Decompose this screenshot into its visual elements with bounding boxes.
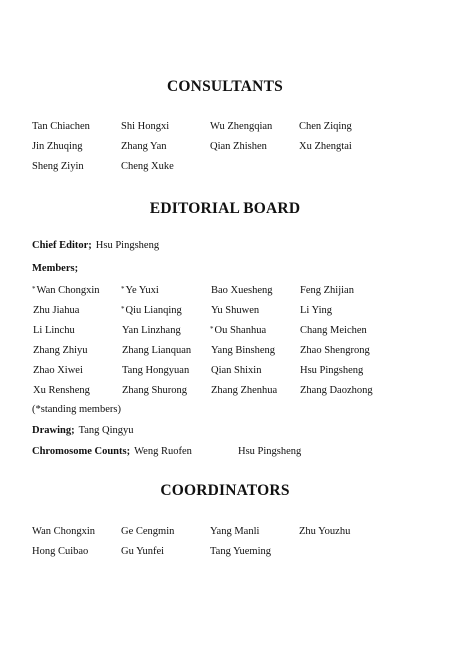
member-name: *Wan Chongxin xyxy=(32,285,100,296)
separator: ; xyxy=(126,446,131,457)
standing-members-note: (*standing members) xyxy=(32,404,121,415)
members-label: Members xyxy=(32,263,75,274)
coordinator-name: Wan Chongxin xyxy=(32,526,96,537)
member-name: *Ou Shanhua xyxy=(210,325,267,336)
consultant-name: Qian Zhishen xyxy=(210,141,267,152)
consultant-name: Zhang Yan xyxy=(121,141,167,152)
drawing-name: Tang Qingyu xyxy=(78,425,134,436)
consultant-name: Shi Hongxi xyxy=(121,121,170,132)
standing-marker: * xyxy=(121,285,125,293)
member-name: Zhang Shurong xyxy=(122,385,188,396)
chromosome-counts-name: Weng Ruofen xyxy=(134,446,192,457)
coordinator-name: Gu Yunfei xyxy=(121,546,165,557)
member-name: Bao Xuesheng xyxy=(211,285,273,296)
chromosome-counts-label: Chromosome Counts xyxy=(32,446,127,457)
member-name: Feng Zhijian xyxy=(300,285,354,296)
consultants-heading: CONSULTANTS xyxy=(167,78,283,95)
chromosome-counts-line xyxy=(32,445,432,459)
consultant-name: Jin Zhuqing xyxy=(32,141,83,152)
consultant-name: Cheng Xuke xyxy=(121,161,174,172)
member-name: Li Ying xyxy=(300,305,332,316)
chief-editor-label: Chief Editor xyxy=(32,240,89,251)
member-name: Yang Binsheng xyxy=(211,345,275,356)
members-list xyxy=(32,279,432,399)
separator: ; xyxy=(71,425,75,436)
coordinator-name: Zhu Youzhu xyxy=(299,526,351,537)
member-name: Xu Rensheng xyxy=(33,385,90,396)
consultant-name: Wu Zhengqian xyxy=(210,121,273,132)
separator: ; xyxy=(74,263,79,274)
member-name: Zhao Xiwei xyxy=(33,365,83,376)
separator: ; xyxy=(88,240,92,251)
member-name: Yan Linzhang xyxy=(122,325,181,336)
standing-marker: * xyxy=(32,285,36,293)
members-line xyxy=(32,262,78,276)
coordinator-name: Ge Cengmin xyxy=(121,526,175,537)
consultant-name: Xu Zhengtai xyxy=(299,141,352,152)
member-name: Zhang Zhiyu xyxy=(33,345,88,356)
member-name: Chang Meichen xyxy=(300,325,367,336)
chromosome-counts-name: Hsu Pingsheng xyxy=(238,446,302,457)
coordinator-name: Hong Cuibao xyxy=(32,546,89,557)
editorial-board-heading: EDITORIAL BOARD xyxy=(149,200,301,217)
member-name: Qian Shixin xyxy=(211,365,262,376)
standing-marker: * xyxy=(121,305,125,313)
chief-editor-name: Hsu Pingsheng xyxy=(95,240,160,251)
member-name: Hsu Pingsheng xyxy=(300,365,364,376)
member-name: Zhang Lianquan xyxy=(122,345,192,356)
coordinator-name: Tang Yueming xyxy=(210,546,271,557)
consultant-name: Tan Chiachen xyxy=(32,121,90,132)
member-name: *Ye Yuxi xyxy=(121,285,159,296)
coordinators-heading: COORDINATORS xyxy=(160,482,290,499)
consultant-name: Sheng Ziyin xyxy=(32,161,84,172)
consultant-name: Chen Ziqing xyxy=(299,121,352,132)
consultants-list xyxy=(32,117,432,177)
member-name: Zhang Daozhong xyxy=(300,385,373,396)
chief-editor-line xyxy=(32,239,159,253)
member-name: Zhang Zhenhua xyxy=(211,385,278,396)
drawing-line xyxy=(32,424,134,438)
member-name: Li Linchu xyxy=(33,325,75,336)
member-name: Zhao Shengrong xyxy=(300,345,370,356)
standing-marker: * xyxy=(210,325,214,333)
member-name: Yu Shuwen xyxy=(211,305,260,316)
drawing-label: Drawing xyxy=(32,425,72,436)
member-name: Zhu Jiahua xyxy=(33,305,80,316)
coordinators-list xyxy=(32,522,432,562)
member-name: Tang Hongyuan xyxy=(122,365,190,376)
member-name: *Qiu Lianqing xyxy=(121,305,182,316)
coordinator-name: Yang Manli xyxy=(210,526,260,537)
